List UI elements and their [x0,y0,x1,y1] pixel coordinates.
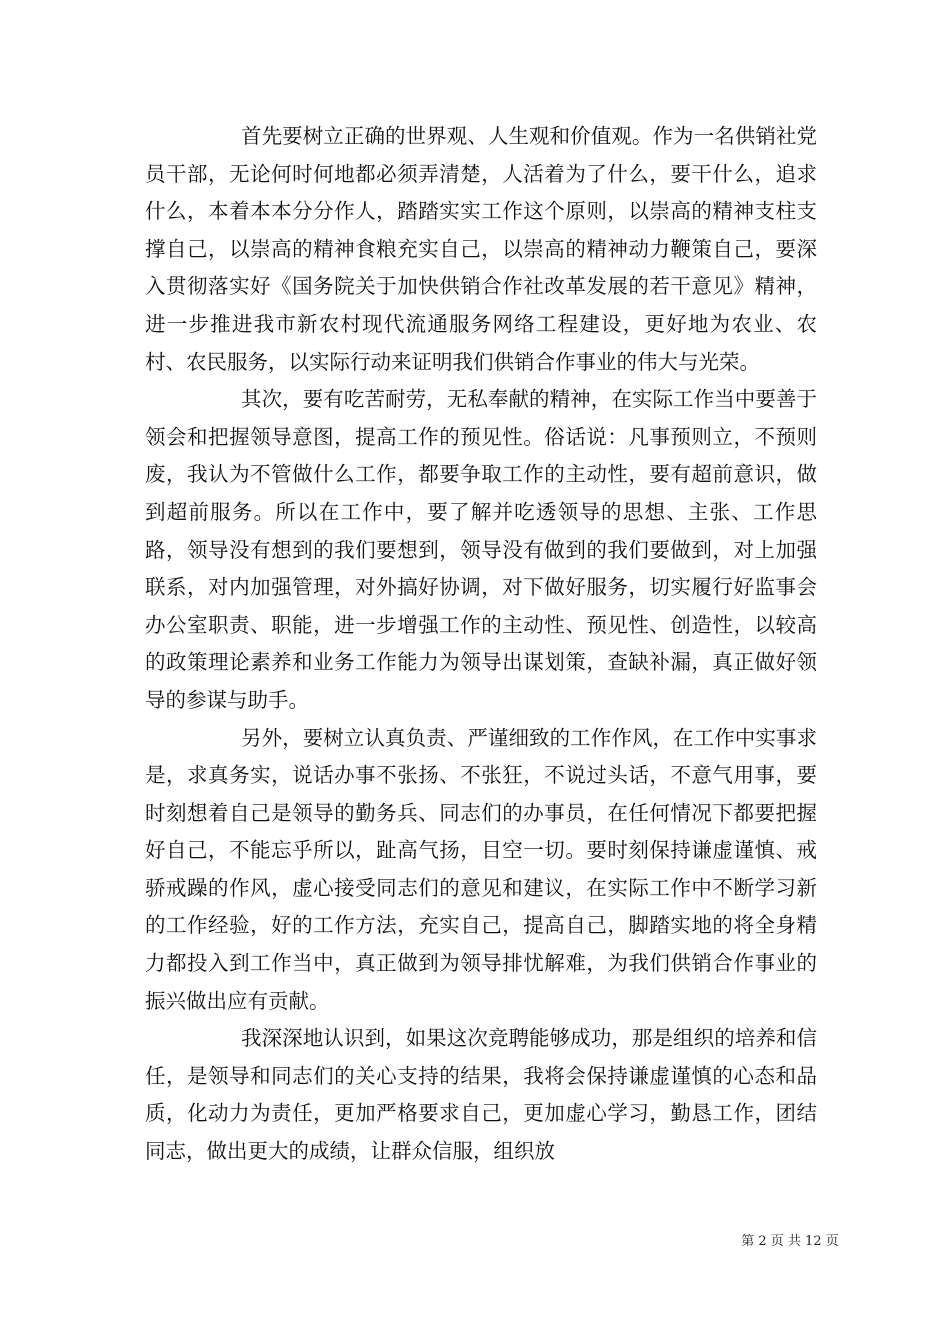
paragraph-3: 另外，要树立认真负责、严谨细致的工作作风，在工作中实事求是，求真务实，说话办事不张扬、不张狂，不说过头话，不意气用事，要时刻想着自己是领导的勤务兵、同志们的办事员，在任何情况下都要把握好自己，不能忘乎所以，趾高气扬，目空一切。要时刻保持谦虚谨慎、戒骄戒躁的作风，虚心接受同志们的意见和建议，在实际工作中不断学习新的工作经验，好的工作方法，充实自己，提高自己，脚踏实地的将全身精力都投入到工作当中，真正做到为领导排忧解难，为我们供销合作事业的振兴做出应有贡献。 [145,725,817,1013]
paragraph-1: 首先要树立正确的世界观、人生观和价值观。作为一名供销社党员干部，无论何时何地都必须弄清楚，人活着为了什么，要干什么，追求什么，本着本本分分作人，踏踏实实工作这个原则，以崇高的精神支柱支撑自己，以崇高的精神食粮充实自己，以崇高的精神动力鞭策自己，要深入贯彻落实好《国务院关于加快供销合作社改革发展的若干意见》精神，进一步推进我市新农村现代流通服务网络工程建设，更好地为农业、农村、农民服务，以实际行动来证明我们供销合作事业的伟大与光荣。 [145,124,817,374]
page-footer: 第 2 页 共 12 页 [741,1234,839,1249]
paragraph-4: 我深深地认识到，如果这次竞聘能够成功，那是组织的培养和信任，是领导和同志们的关心支持的结果，我将会保持谦虚谨慎的心态和品质，化动力为责任，更加严格要求自己，更加虚心学习，勤恳工作，团结同志，做出更大的成绩，让群众信服，组织放 [145,1026,817,1164]
paragraph-2: 其次，要有吃苦耐劳，无私奉献的精神，在实际工作当中要善于领会和把握领导意图，提高工作的预见性。俗话说：凡事预则立，不预则废，我认为不管做什么工作，都要争取工作的主动性，要有超前意识，做到超前服务。所以在工作中，要了解并吃透领导的思想、主张、工作思路，领导没有想到的我们要想到，领导没有做到的我们要做到，对上加强联系，对内加强管理，对外搞好协调，对下做好服务，切实履行好监事会办公室职责、职能，进一步增强工作的主动性、预见性、创造性，以较高的政策理论素养和业务工作能力为领导出谋划策，查缺补漏，真正做好领导的参谋与助手。 [145,387,817,712]
body-text [145,118,817,1171]
